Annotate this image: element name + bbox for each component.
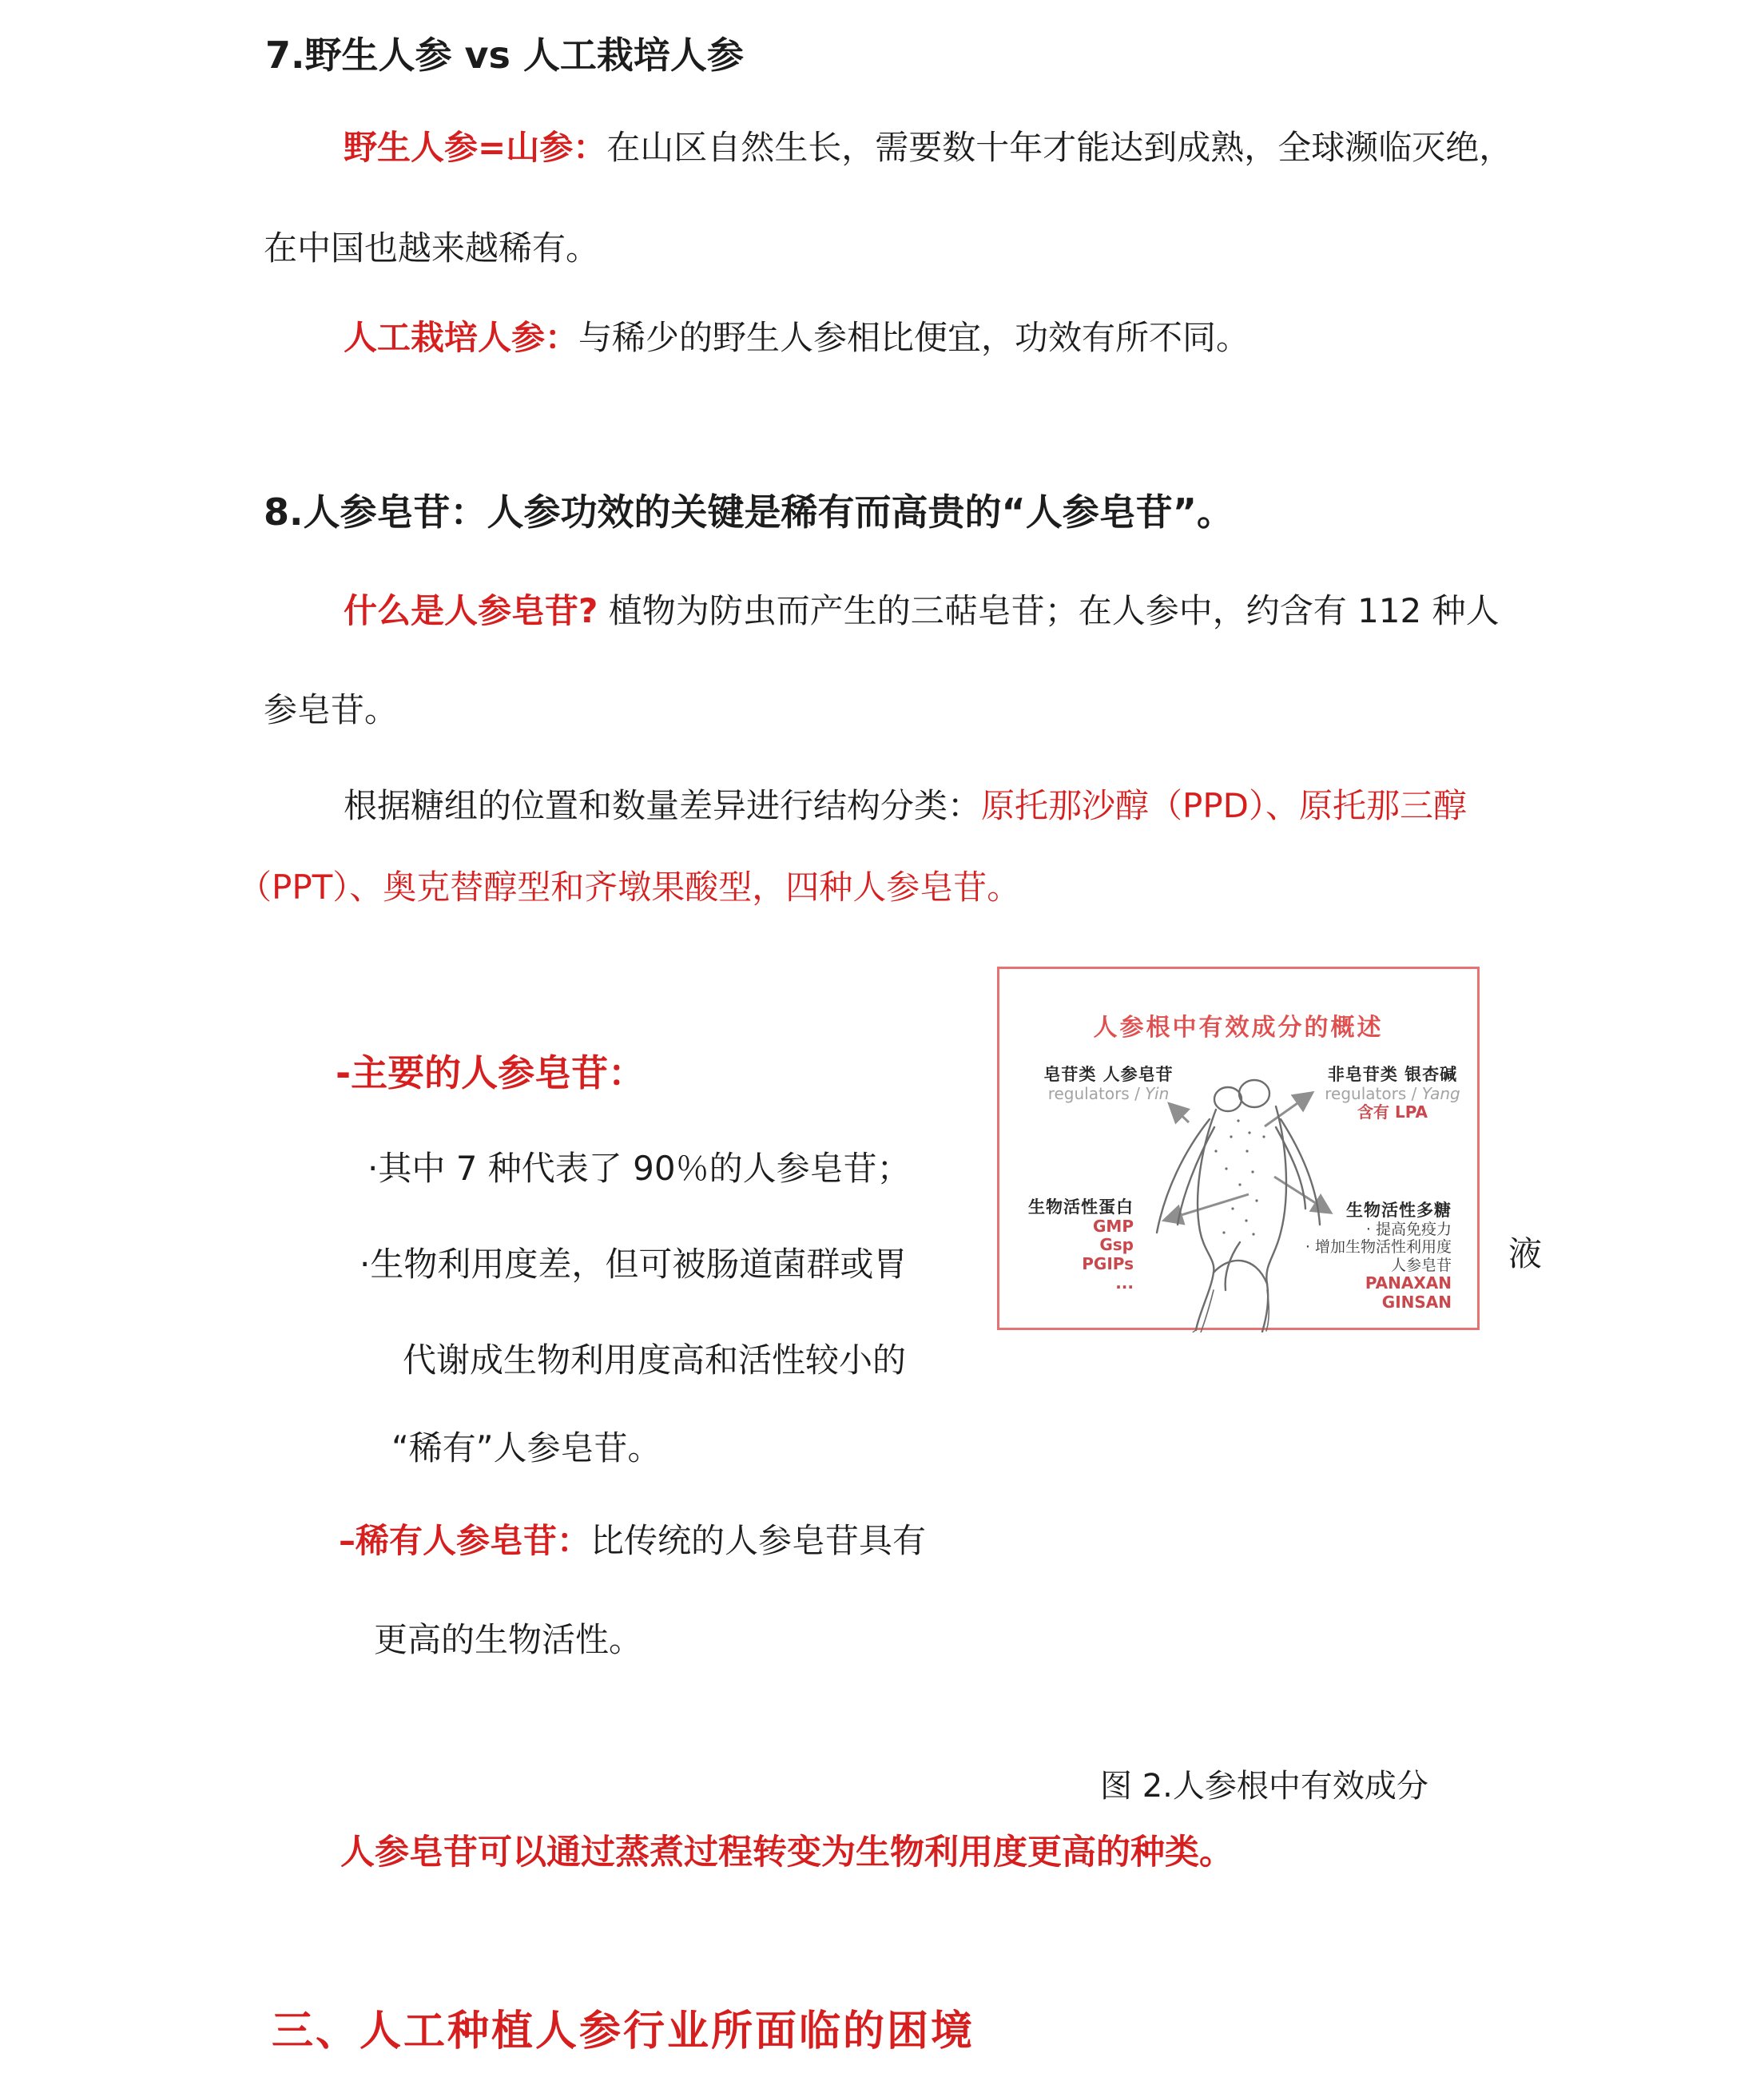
protein-item-gsp: Gsp (1099, 1235, 1134, 1255)
figure-label-saponins (1027, 1065, 1190, 1103)
paragraph-wild-ginseng (344, 128, 1512, 168)
polysaccharide-benefit-immunity: · 提高免疫力 (1365, 1220, 1452, 1238)
what-is-ginsenoside-desc: 植物为防虫而产生的三萜皂苷；在人参中，约含有 112 种人 (608, 591, 1500, 630)
paragraph-wild-ginseng-cont: 在中国也越来越稀有。 (264, 228, 600, 268)
polysaccharide-ginsan: GINSAN (1381, 1292, 1452, 1312)
list-item-bioavailability-cont2: “稀有”人参皂苷。 (391, 1428, 662, 1467)
list-item-bioavailability-cont: 代谢成生物利用度高和活性较小的 (403, 1340, 907, 1380)
figure-title: 人参根中有效成分的概述 (1093, 1014, 1384, 1042)
paragraph-cultivated-ginseng (344, 318, 1250, 358)
paragraph-what-is-ginsenoside-cont: 参皂苷。 (264, 690, 399, 729)
polysaccharides-heading: 生物活性多糖 (1346, 1201, 1452, 1220)
overflow-text-char: 液 (1508, 1234, 1543, 1273)
list-item-seven-kinds: ·其中 7 种代表了 90％的人参皂苷； (368, 1149, 911, 1188)
list-title-major-ginsenosides: -主要的人参皂苷： (336, 1051, 646, 1094)
protein-item-gmp: GMP (1093, 1216, 1134, 1236)
cultivated-ginseng-term: 人工栽培人参： (344, 318, 579, 357)
figure-label-bioactive-polysaccharides (1269, 1201, 1452, 1312)
what-is-ginsenoside-term: 什么是人参皂苷? (344, 591, 598, 630)
heading-section-8: 8.人参皂苷：人参功效的关键是稀有而高贵的“人参皂苷”。 (264, 490, 1234, 534)
bioactive-proteins-heading: 生物活性蛋白 (1028, 1197, 1134, 1217)
non-saponins-subtitle: regulators / Yang (1325, 1083, 1460, 1103)
non-saponins-heading: 非皂苷类 银杏碱 (1327, 1065, 1458, 1084)
figure-ginseng-root-components (997, 967, 1480, 1330)
classification-intro: 根据糖组的位置和数量差异进行结构分类： (344, 786, 982, 825)
saponins-heading: 皂苷类 人参皂苷 (1043, 1065, 1174, 1084)
paragraph-classification-cont: （PPT）、奥克替醇型和齐墩果酸型，四种人参皂苷。 (238, 868, 1021, 907)
heading-section-7: 7.野生人参 vs 人工栽培人参 (265, 34, 744, 77)
figure-label-non-saponins (1309, 1065, 1476, 1122)
paragraph-what-is-ginsenoside (344, 591, 1500, 631)
list-item-rare-ginsenosides (339, 1521, 926, 1561)
polysaccharide-benefit-bioavailability: · 增加生物活性利用度 (1305, 1238, 1452, 1257)
heading-section-3: 三、人工种植人参行业所面临的困境 (272, 2008, 975, 2055)
paragraph-classification (344, 786, 1467, 826)
figure-caption: 图 2.人参根中有效成分 (1100, 1768, 1428, 1805)
list-item-bioavailability: ·生物利用度差，但可被肠道菌群或胃 (360, 1245, 908, 1284)
rare-ginsenoside-desc: 比传统的人参皂苷具有 (590, 1521, 927, 1560)
wild-ginseng-desc: 在山区自然生长，需要数十年才能达到成熟，全球濒临灭绝， (606, 128, 1513, 167)
steaming-note: 人参皂苷可以通过蒸煮过程转变为生物利用度更高的种类。 (340, 1833, 1234, 1872)
polysaccharide-panaxan: PANAXAN (1365, 1273, 1452, 1293)
cultivated-ginseng-desc: 与稀少的野生人参相比便宜，功效有所不同。 (578, 318, 1250, 357)
protein-item-pgips: PGIPs (1082, 1253, 1134, 1273)
polysaccharide-ginsenoside-line: 人参皂苷 (1390, 1256, 1452, 1274)
list-item-rare-ginsenosides-cont: 更高的生物活性。 (374, 1620, 643, 1659)
wild-ginseng-term: 野生人参=山参： (344, 128, 607, 167)
rare-ginsenoside-term: –稀有人参皂苷： (339, 1521, 591, 1560)
classification-types: 原托那沙醇（PPD）、原托那三醇 (981, 786, 1468, 825)
non-saponins-lpa: 含有 LPA (1357, 1102, 1428, 1122)
protein-item-more: ... (1115, 1273, 1134, 1293)
saponins-subtitle: regulators / Yin (1047, 1083, 1170, 1103)
root-speckles (1214, 1119, 1265, 1235)
figure-label-bioactive-proteins (1006, 1197, 1134, 1293)
